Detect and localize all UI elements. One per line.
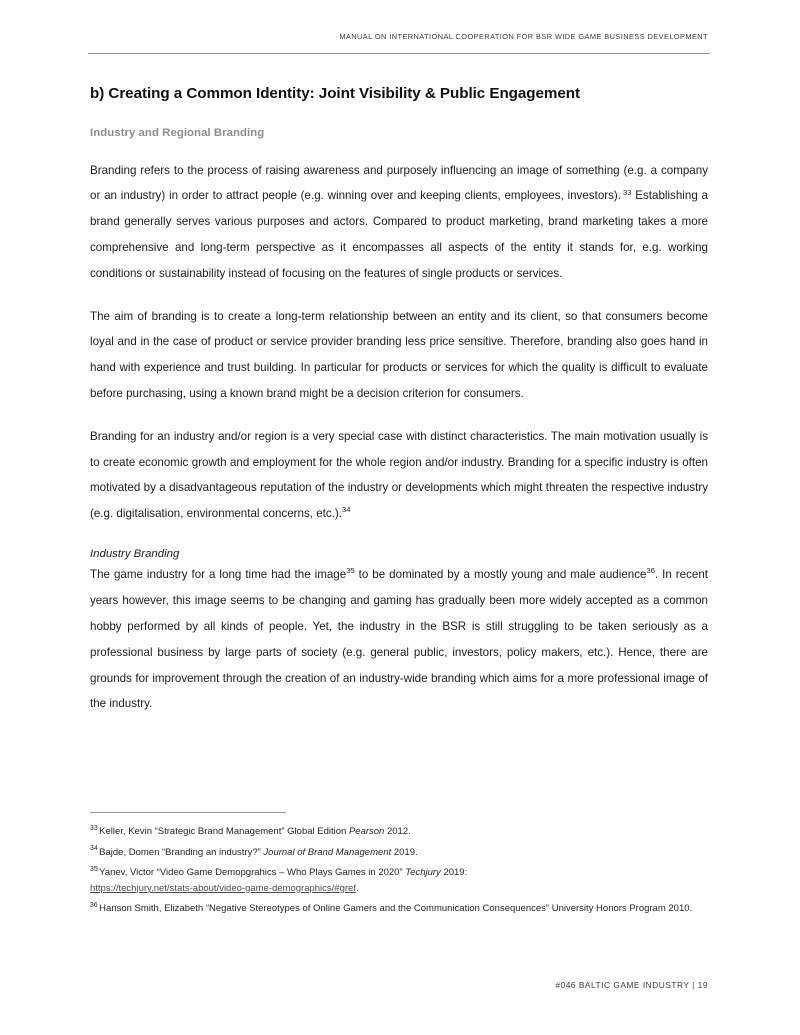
footnote-text-post: 2019.: [391, 846, 418, 858]
page-footer: #046 BALTIC GAME INDUSTRY | 19: [555, 980, 708, 990]
paragraph-industry-region-branding: [90, 424, 708, 527]
footnote-marker: 35: [90, 866, 98, 874]
footnote-33: [90, 824, 708, 840]
sub-heading: Industry and Regional Branding: [90, 126, 265, 139]
page-title: b) Creating a Common Identity: Joint Visibility & Public Engagement: [90, 85, 581, 102]
footnote-separator: [90, 812, 286, 813]
footnote-text: Yanev, Victor “Video Game Demopgrahics – Who Plays Games in 2020”: [99, 867, 406, 879]
footnote-area: [90, 812, 708, 922]
footnote-link[interactable]: https://techjury.net/stats-about/video-game-demographics/#gref: [90, 882, 356, 894]
footnote-marker: 33: [90, 824, 98, 832]
footnote-italic: Techjury: [405, 867, 441, 879]
paragraph-text: Branding for an industry and/or region is a very special case with distinct characteristics. The main motivation usually is to create economic growth and employment for the whole region and/or industry. Branding for a specific industry is often motivated by a disadvantageous reputation of the industry or developments which might threaten the respective industry (e.g. digitalisation, environmental concerns, etc.).: [90, 429, 708, 521]
footnote-marker: 34: [90, 845, 98, 853]
footnote-ref-33[interactable]: 33: [623, 187, 632, 197]
footnote-marker: 36: [90, 902, 98, 910]
running-header: MANUAL ON INTERNATIONAL COOPERATION FOR BSR WIDE GAME BUSINESS DEVELOPMENT: [339, 32, 708, 41]
footnote-34: [90, 845, 708, 861]
footnote-italic: Journal of Brand Management: [263, 846, 392, 858]
footnote-text-post: 2019:: [440, 867, 468, 879]
footnote-ref-35[interactable]: 35: [346, 566, 355, 576]
footnote-text: Hanson Smith, Elizabeth “Negative Stereotypes of Online Gamers and the Communication Consequences” University Honors Program 2010.: [99, 903, 693, 915]
industry-branding-label: Industry Branding: [90, 547, 180, 560]
footnote-ref-34[interactable]: 34: [341, 505, 351, 515]
footnote-text: Bajde, Domen “Branding an industry?”: [99, 846, 264, 858]
paragraph-text: The game industry for a long time had the image: [90, 568, 347, 582]
footnote-link-tail: .: [355, 882, 359, 894]
document-body: [90, 84, 708, 717]
paragraph-text-cont: Establishing a brand generally serves various purposes and actors. Compared to product marketing, brand marketing takes a more comprehensive and long-term perspective as it encompasses all aspects of the entity it stands for, e.g. working conditions or sustainability instead of focusing on the features of single products or services.: [90, 189, 708, 280]
footnote-35: [90, 865, 708, 896]
footnote-36: [90, 901, 708, 917]
paragraph-game-industry-image: [90, 562, 708, 717]
footnote-ref-36[interactable]: 36: [646, 566, 655, 576]
paragraph-branding-aim: The aim of branding is to create a long-term relationship between an entity and its client, so that consumers become loyal and in the case of product or service provider branding less price sensitive. Therefore, branding also goes hand in hand with experience and trust building. In particular for products or services for which the quality is difficult to evaluate before purchasing, using a known brand might be a decision criterion for consumers.: [90, 309, 708, 400]
footnote-italic: Pearson: [348, 826, 385, 837]
header-divider: [88, 53, 710, 54]
footnote-text-post: 2012.: [384, 826, 411, 837]
paragraph-text-cont: to be dominated by a mostly young and male audience: [358, 568, 647, 582]
paragraph-branding-definition: [90, 158, 708, 287]
paragraph-text: Branding refers to the process of raising awareness and purposely influencing an image of something (e.g. a company or an industry) in order to attract people (e.g. winning over and keeping clients, employees, investors).: [90, 163, 708, 203]
footnote-text: Keller, Kevin “Strategic Brand Management” Global Edition: [99, 826, 349, 837]
paragraph-text-end: . In recent years however, this image seems to be changing and gaming has gradually been more widely accepted as a common hobby performed by all kinds of people. Yet, the industry in the BSR is still struggling to be taken seriously as a professional business by large parts of society (e.g. general public, investors, policy makers, etc.). Hence, there are grounds for improvement through the creation of an industry-wide branding which aims for a more professional image of the industry.: [90, 568, 708, 711]
